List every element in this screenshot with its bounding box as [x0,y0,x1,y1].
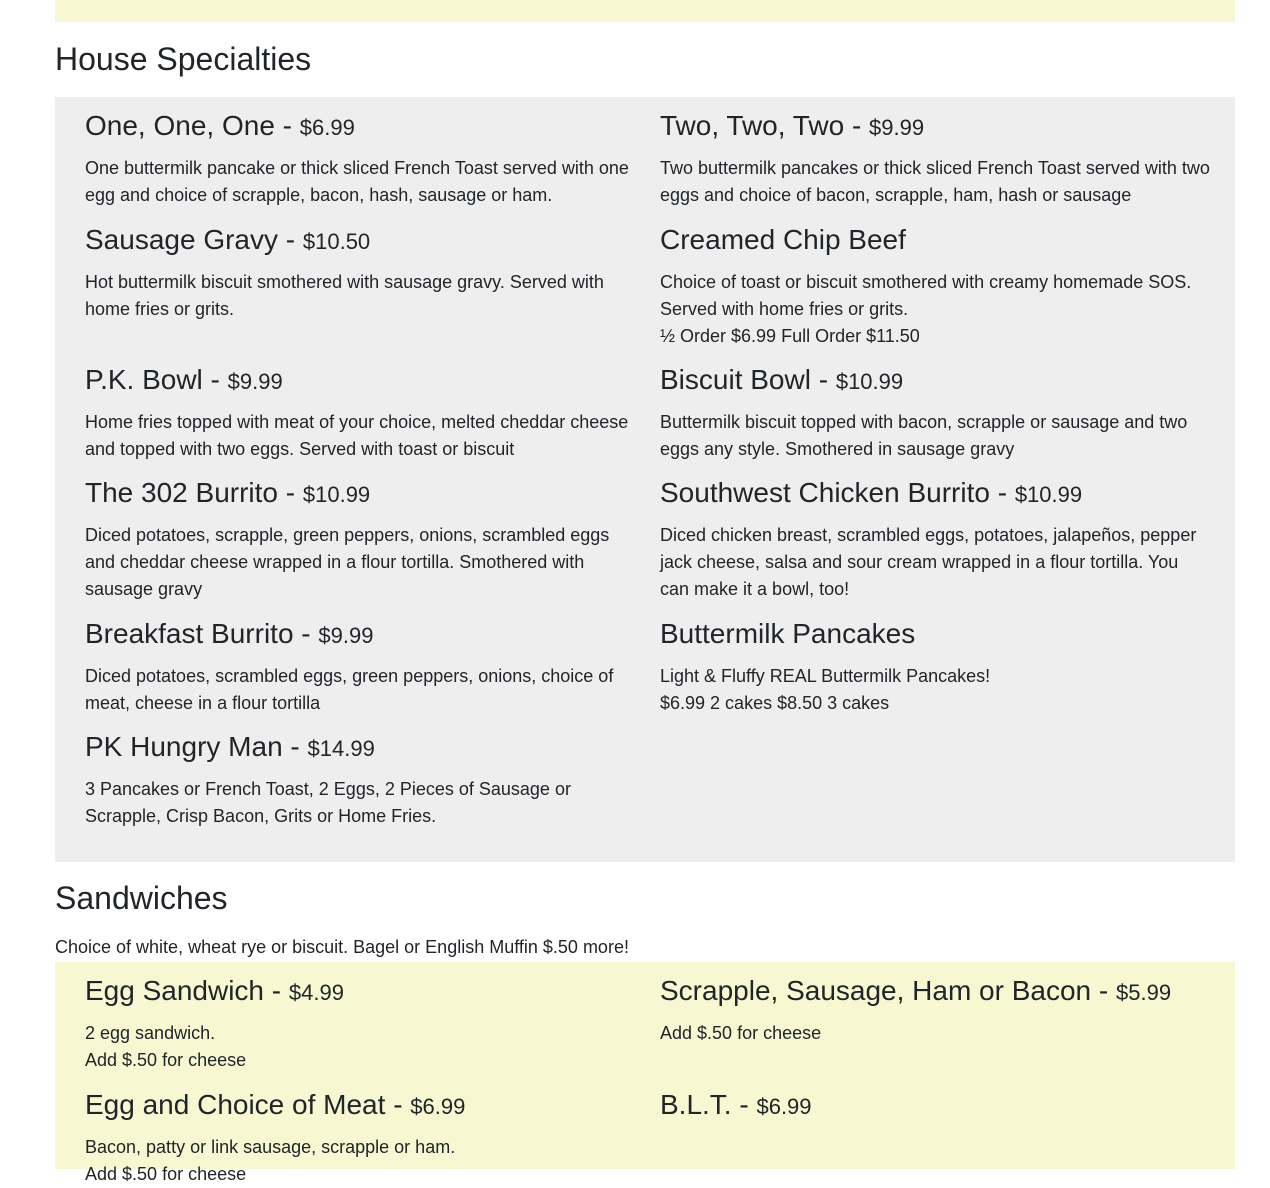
menu-item-description: Buttermilk biscuit topped with bacon, scrapple or sausage and two eggs any style. Smothered in sausage gravy [660,412,1188,459]
menu-item-heading [85,730,635,766]
menu-item-sausage-gravy [85,223,635,323]
menu-item-heading [660,363,1210,399]
menu-item-description: Choice of toast or biscuit smothered with creamy homemade SOS. Served with home fries or grits. [660,272,1192,319]
menu-item-name: Southwest Chicken Burrito - [660,477,1015,508]
menu-item-addon-note: Add $.50 for cheese [660,1023,822,1043]
menu-item-pricing-note: $6.99 2 cakes $8.50 3 cakes [660,693,890,713]
sandwiches-bread-note: Choice of white, wheat rye or biscuit. Bagel or English Muffin $.50 more! [55,937,629,957]
menu-item-price: $9.99 [318,623,374,648]
menu-item-description: Diced potatoes, scrambled eggs, green peppers, onions, choice of meat, cheese in a flour tortilla [85,666,614,713]
menu-item-name: Egg Sandwich - [85,975,289,1006]
menu-item-name: PK Hungry Man - [85,731,308,762]
menu-item-description: Diced potatoes, scrapple, green peppers, onions, scrambled eggs and cheddar cheese wrapped in a flour tortilla. Smothered with sausage gravy [85,525,610,599]
menu-item-name: Egg and Choice of Meat - [85,1089,411,1120]
menu-item-heading [660,974,1210,1010]
menu-item-biscuit-bowl [660,363,1210,463]
menu-item-name: Sausage Gravy - [85,224,303,255]
menu-item-price: $10.50 [302,229,371,254]
menu-item-name: Scrapple, Sausage, Ham or Bacon - [660,975,1117,1006]
menu-item-heading [660,617,1210,653]
menu-item-egg-and-choice-of-meat [85,1088,635,1188]
menu-item-heading [85,617,635,653]
menu-item-price: $10.99 [302,482,371,507]
menu-item-302-burrito [85,476,635,603]
menu-item-name: Biscuit Bowl - [660,364,836,395]
menu-item-name: The 302 Burrito - [85,477,303,508]
menu-item-one-one-one [85,109,635,209]
menu-item-price: $14.99 [307,736,375,761]
menu-item-description: One buttermilk pancake or thick sliced French Toast served with one egg and choice of scrapple, bacon, hash, sausage or ham. [85,158,629,205]
menu-item-description: Home fries topped with meat of your choice, melted cheddar cheese and topped with two eggs. Served with toast or biscuit [85,412,629,459]
menu-item-description: 2 egg sandwich. [85,1023,216,1043]
menu-item-description: Light & Fluffy REAL Buttermilk Pancakes! [660,666,991,686]
menu-item-name: Creamed Chip Beef [660,224,906,255]
section-title-sandwiches: Sandwiches [55,880,228,916]
menu-item-heading [660,109,1210,145]
menu-item-name: P.K. Bowl - [85,364,228,395]
menu-item-pk-bowl [85,363,635,463]
menu-item-egg-sandwich [85,974,635,1074]
menu-item-price: $6.99 [756,1094,812,1119]
menu-item-description: Hot buttermilk biscuit smothered with sausage gravy. Served with home fries or grits. [85,272,604,319]
menu-item-name: Breakfast Burrito - [85,618,319,649]
menu-item-heading [85,1088,635,1124]
menu-item-name: Two, Two, Two - [660,110,870,141]
menu-item-heading [660,1088,1210,1124]
menu-item-price: $4.99 [288,980,344,1005]
menu-item-price: $9.99 [227,369,283,394]
menu-item-price: $6.99 [299,115,355,140]
menu-item-addon-note: Add $.50 for cheese [85,1050,247,1070]
menu-item-heading [85,476,635,512]
menu-item-scrapple-sausage-ham-bacon [660,974,1210,1047]
menu-item-heading [85,363,635,399]
menu-item-price: $10.99 [835,369,904,394]
previous-section-panel [55,0,1235,22]
menu-item-description: Two buttermilk pancakes or thick sliced French Toast served with two eggs and choice of bacon, scrapple, ham, hash or sausage [660,158,1210,205]
menu-item-buttermilk-pancakes [660,617,1210,717]
menu-item-heading [660,223,1210,259]
menu-item-name: B.L.T. - [660,1089,757,1120]
menu-item-blt [660,1088,1210,1124]
menu-item-two-two-two [660,109,1210,209]
menu-item-price: $10.99 [1014,482,1083,507]
menu-item-heading [85,223,635,259]
menu-item-breakfast-burrito [85,617,635,717]
house-specialties-panel [55,97,1235,862]
menu-item-pk-hungry-man [85,730,635,830]
menu-item-addon-note: Add $.50 for cheese [85,1164,247,1184]
menu-item-description: 3 Pancakes or French Toast, 2 Eggs, 2 Pieces of Sausage or Scrapple, Crisp Bacon, Grits or Home Fries. [85,779,571,826]
menu-item-description: Diced chicken breast, scrambled eggs, potatoes, jalapeños, pepper jack cheese, salsa and sour cream wrapped in a flour tortilla. You can make it a bowl, too! [660,525,1197,599]
sandwiches-panel [55,962,1235,1184]
menu-item-creamed-chip-beef [660,223,1210,350]
menu-item-southwest-chicken-burrito [660,476,1210,603]
menu-item-price: $9.99 [869,115,925,140]
menu-item-name: One, One, One - [85,110,300,141]
menu-item-heading [85,109,635,145]
menu-item-name: Buttermilk Pancakes [660,618,916,649]
menu-item-price: $5.99 [1116,980,1172,1005]
menu-item-heading [660,476,1210,512]
menu-item-heading [85,974,635,1010]
section-title-house-specialties: House Specialties [55,41,312,77]
menu-item-pricing-note: ½ Order $6.99 Full Order $11.50 [660,326,920,346]
menu-item-description: Bacon, patty or link sausage, scrapple or ham. [85,1137,456,1157]
menu-item-price: $6.99 [410,1094,466,1119]
